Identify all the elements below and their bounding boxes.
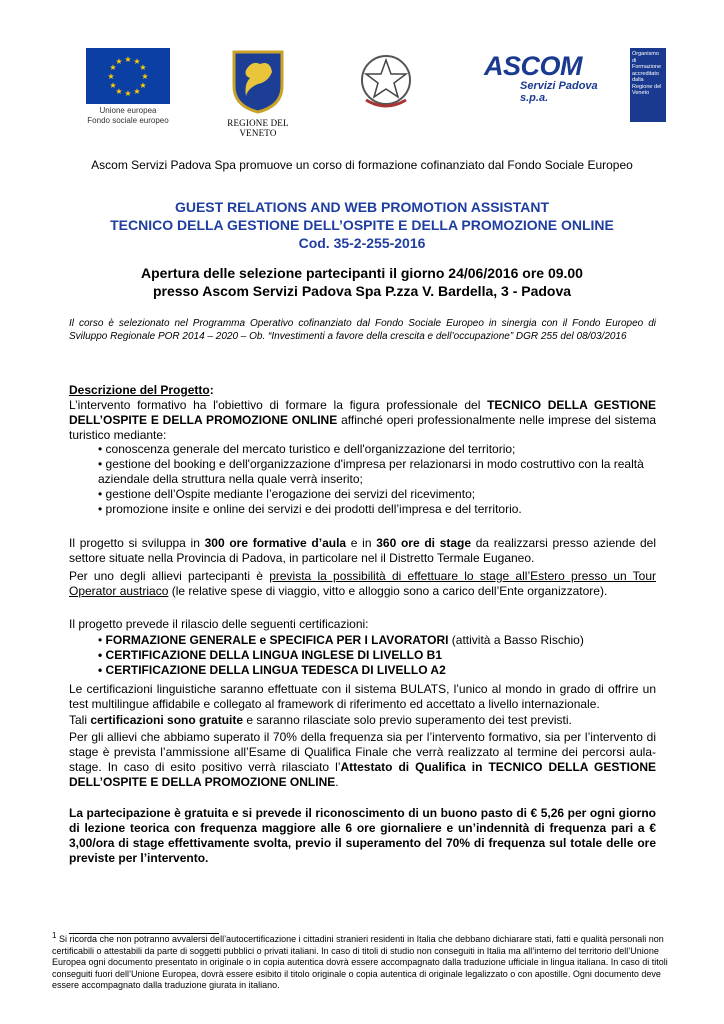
veneto-caption: REGIONE DEL VENETO (227, 118, 289, 138)
list-item: • gestione del booking e dell'organizzazione d'impresa per relazionarsi in modo costruttivo con la realtà aziendale della struttura nella quale verrà inserito; (98, 457, 644, 486)
svg-text:★: ★ (133, 57, 141, 66)
list-item: • promozione insite e online dei servizi e dei prodotti dell’impresa e del territorio. (98, 502, 522, 516)
course-title (60, 198, 664, 252)
list-item: • gestione dell’Ospite mediante l’erogazione dei servizi del ricevimento; (98, 487, 476, 501)
description-section: Descrizione del Progetto: L’intervento formativo ha l'obiettivo di formare la figura professionale del TECNICO DELLA GESTIONE DELL’OSPITE E DELLA PROMOZIONE ONLINE affinché operi professionalmente nelle imprese del sistema turistico mediante: (69, 383, 657, 442)
section-heading: Descrizione del Progetto (69, 383, 210, 397)
course-title-en: GUEST RELATIONS AND WEB PROMOTION ASSISTANT (174, 199, 550, 215)
intro-line: Ascom Servizi Padova Spa promuove un corso di formazione cofinanziato dal Fondo Sociale Europeo (91, 158, 633, 172)
svg-text:★: ★ (107, 72, 115, 81)
certifications-intro: Il progetto prevede il rilascio delle seguenti certificazioni: (69, 617, 369, 631)
participation-paragraph: La partecipazione è gratuita e si prevede il riconoscimento di un buono pasto di € 5,26 per ogni giorno di lezione teorica con frequenza maggiore alle 6 ore giornaliere e un’indennità di frequenza pari a € 3,00/ora di stage effettivamente svolta, previo il superamento del 70% di frequenza sul totale delle ore previste per l’intervento. (69, 806, 656, 865)
accreditation-badge: Organismo di Formazione accreditato dalla Regione del Veneto (630, 48, 666, 122)
list-item: • CERTIFICAZIONE DELLA LINGUA INGLESE DI LIVELLO B1 (98, 648, 442, 662)
logo-bar (0, 0, 724, 140)
svg-text:★: ★ (133, 87, 141, 96)
eu-caption: Unione europea Fondo sociale europeo (87, 106, 169, 125)
course-code: Cod. 35-2-255-2016 (298, 235, 426, 251)
svg-text:★: ★ (109, 63, 117, 72)
svg-text:★: ★ (124, 89, 132, 98)
ascom-logo: ASCOM (484, 51, 582, 81)
footnote-text: Si ricorda che non potranno avvalersi dell’autocertificazione i cittadini stranieri residenti in Italia che debbano dichiarare stati, fatti e qualità personali non certificabili o attestabili da parte di soggetti pubblici o privati italiani. In caso di titoli di studio non conseguiti in Italia ma all’interno del territorio dell’Unione Europea ogni documento presentato in originale o in copia autentica dovrà essere accompagnato dalla traduzione ufficiale in lingua italiana. In caso di titoli conseguiti fuori dell’Unione Europea, dovrà essere esibito il titolo originale o copia autentica di originale legalizzato o con apostille. Ogni documento deve essere accompagnato dalla traduzione giurata in italiano. (52, 934, 668, 990)
footnote (52, 930, 672, 992)
certifications-list (98, 633, 658, 678)
list-item: • FORMAZIONE GENERALE e SPECIFICA PER I LAVORATORI (attività a Basso Rischio) (98, 633, 584, 647)
stage-abroad-paragraph: Per uno degli allievi partecipanti è prevista la possibilità di effettuare lo stage all’Estero presso un Tour Operator austriaco (le relative spese di viaggio, vitto e alloggio sono a carico dell’Ente organizzatore). (69, 569, 656, 598)
bulats-paragraph: Le certificazioni linguistiche saranno effettuate con il sistema BULATS, l’unico al mondo in grado di offrire un test multilingue affidabile e collegato al framework di riferimento ed accettato a livello internazionale. (69, 682, 656, 711)
italian-republic-emblem-icon (358, 50, 414, 116)
ascom-subtitle: Servizi Padova s.p.a. (520, 80, 598, 104)
list-item: • CERTIFICAZIONE DELLA LINGUA TEDESCA DI LIVELLO A2 (98, 663, 446, 677)
svg-text:★: ★ (109, 81, 117, 90)
qualifica-paragraph: Per gli allievi che abbiamo superato il 70% della frequenza sia per l’intervento formativo, sia per l’intervento di stage è prevista l’ammissione all’Esame di Qualifica Finale che verrà realizzato al termine dei percorsi aula-stage. In caso di esito positivo verrà rilasciato l’Attestato di Qualifica in TECNICO DELLA GESTIONE DELL’OSPITE E DELLA PROMOZIONE ONLINE. (69, 730, 656, 789)
program-note: Il corso è selezionato nel Programma Operativo cofinanziato dal Fondo Sociale Europeo in sinergia con il Fondo Europeo di Sviluppo Regionale POR 2014 – 2020 – Ob. “Investimenti a favore della crescita e dell’occupazione” DGR 255 del 08/03/2016 (69, 318, 656, 342)
svg-text:★: ★ (115, 87, 123, 96)
eu-flag-icon (86, 48, 170, 104)
course-title-it: TECNICO DELLA GESTIONE DELL’OSPITE E DELLA PROMOZIONE ONLINE (110, 217, 614, 233)
selection-opening: Apertura delle selezione partecipanti il giorno 24/06/2016 ore 09.00 presso Ascom Servizi Padova Spa P.zza V. Bardella, 3 - Padova (141, 265, 583, 299)
svg-text:★: ★ (141, 72, 149, 81)
list-item: • conoscenza generale del mercato turistico e dell'organizzazione del territorio; (98, 442, 516, 456)
svg-text:★: ★ (139, 81, 147, 90)
hours-paragraph: Il progetto si sviluppa in 300 ore formative d’aula e in 360 ore di stage da realizzarsi presso aziende del settore situate nella Provincia di Padova, in particolare nel il Distretto Termale Euganeo. (69, 536, 656, 565)
veneto-lion-icon (230, 48, 286, 114)
svg-text:★: ★ (115, 57, 123, 66)
free-certifications-line: Tali certificazioni sono gratuite e saranno rilasciate solo previo superamento dei test previsti. (69, 713, 572, 727)
svg-text:★: ★ (124, 55, 132, 64)
svg-text:★: ★ (139, 63, 147, 72)
footnote-mark: 1 (52, 931, 57, 940)
description-paragraph: L’intervento formativo ha l'obiettivo di formare la figura professionale del TECNICO DELLA GESTIONE DELL’OSPITE E DELLA PROMOZIONE ONLINE affinché operi professionalmente nelle imprese del sistema turistico mediante: (69, 398, 657, 442)
objectives-list (98, 442, 658, 517)
